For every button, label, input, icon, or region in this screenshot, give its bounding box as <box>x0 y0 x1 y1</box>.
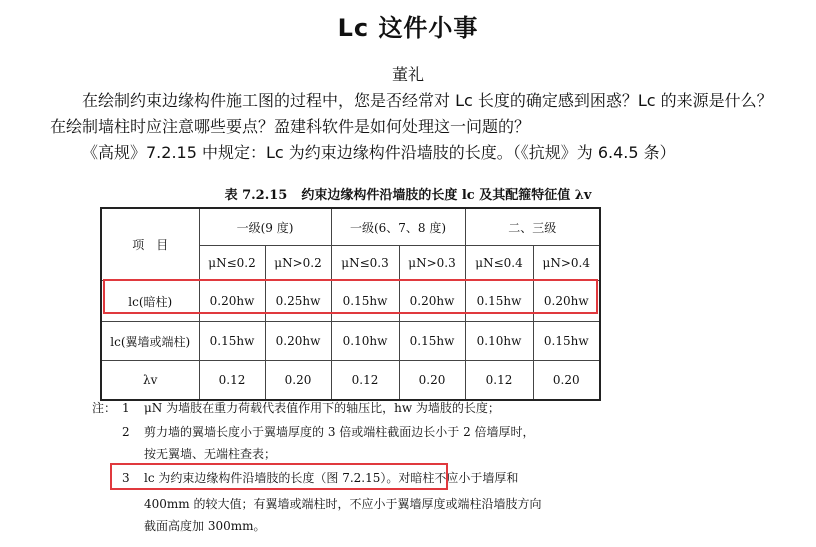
table-cell: 0.15hw <box>465 281 533 322</box>
group-header: 一级(9 度) <box>199 208 331 246</box>
table-cell: 0.20hw <box>265 322 331 361</box>
row-label: λv <box>101 361 199 401</box>
subheader-cell: μN≤0.3 <box>331 246 399 281</box>
highlight-box-lc-row <box>103 279 598 314</box>
table-caption-number: 表 7.2.15 <box>224 188 288 203</box>
subheader-cell: μN>0.3 <box>399 246 465 281</box>
note-text: 按无翼墙、无端柱查表； <box>144 447 277 461</box>
table-cell: 0.20 <box>399 361 465 401</box>
table-cell: 0.12 <box>199 361 265 401</box>
note-line <box>92 444 612 464</box>
table-cell: 0.20 <box>265 361 331 401</box>
table-cell: 0.12 <box>465 361 533 401</box>
note-line <box>92 494 612 514</box>
notes-label: 注： <box>92 401 117 415</box>
table-caption-text: 约束边缘构件沿墙肢的长度 lc 及其配箍特征值 λv <box>301 188 592 203</box>
table-cell: 0.20hw <box>199 281 265 322</box>
subheader-cell: μN>0.4 <box>533 246 600 281</box>
author-name: 董礼 <box>391 65 424 84</box>
table-cell: 0.15hw <box>199 322 265 361</box>
table-header-row <box>101 208 600 246</box>
table-cell: 0.12 <box>331 361 399 401</box>
table-cell: 0.10hw <box>465 322 533 361</box>
group-header: 二、三级 <box>465 208 600 246</box>
table-cell: 0.20hw <box>399 281 465 322</box>
subheader-cell: μN>0.2 <box>265 246 331 281</box>
code-reference-paragraph: 《高规》7.2.15 中规定：Lc 为约束边缘构件沿墙肢的长度。（《抗规》为 6.4.5 条） <box>82 143 676 162</box>
note-text: 截面高度加 300mm。 <box>144 519 266 533</box>
note-text: 400mm 的较大值；有翼墙或端柱时，不应小于翼墙厚度或端柱沿墙肢方向 <box>144 497 542 511</box>
table-cell: 0.15hw <box>331 281 399 322</box>
table-cell: 0.10hw <box>331 322 399 361</box>
table-cell: 0.25hw <box>265 281 331 322</box>
highlight-box-note-3 <box>110 463 448 490</box>
note-text: μN 为墙肢在重力荷载代表值作用下的轴压比，hw 为墙肢的长度； <box>144 401 500 415</box>
table-row <box>101 361 600 401</box>
subheader-cell: μN≤0.4 <box>465 246 533 281</box>
table-row <box>101 322 600 361</box>
note-number: 3 <box>122 471 130 485</box>
row-label: lc(暗柱) <box>101 281 199 322</box>
table-cell: 0.15hw <box>533 322 600 361</box>
note-number: 2 <box>122 425 130 439</box>
row-label: lc(翼墙或端柱) <box>101 322 199 361</box>
note-line <box>92 516 612 536</box>
note-text: lc 为约束边缘构件沿墙肢的长度（图 7.2.15）。对暗柱不应小于墙厚和 <box>144 471 519 485</box>
group-header: 一级(6、7、8 度) <box>331 208 465 246</box>
table-caption <box>0 184 816 203</box>
intro-paragraph: 在绘制约束边缘构件施工图的过程中，您是否经常对 Lc 长度的确定感到困惑？Lc 的来源是什么？在绘制墙柱时应注意哪些要点？盈建科软件是如何处理这一问题的？ <box>50 91 773 136</box>
note-line <box>92 422 612 442</box>
note-line <box>92 398 612 418</box>
table-cell: 0.20hw <box>533 281 600 322</box>
table-cell: 0.20 <box>533 361 600 401</box>
item-header: 项 目 <box>101 208 199 281</box>
note-number: 1 <box>122 401 130 415</box>
table-cell: 0.15hw <box>399 322 465 361</box>
note-text: 剪力墙的翼墙长度小于翼墙厚度的 3 倍或端柱截面边长小于 2 倍墙厚时， <box>144 425 535 439</box>
article-title: Lc 这件小事 <box>337 14 479 42</box>
subheader-cell: μN≤0.2 <box>199 246 265 281</box>
